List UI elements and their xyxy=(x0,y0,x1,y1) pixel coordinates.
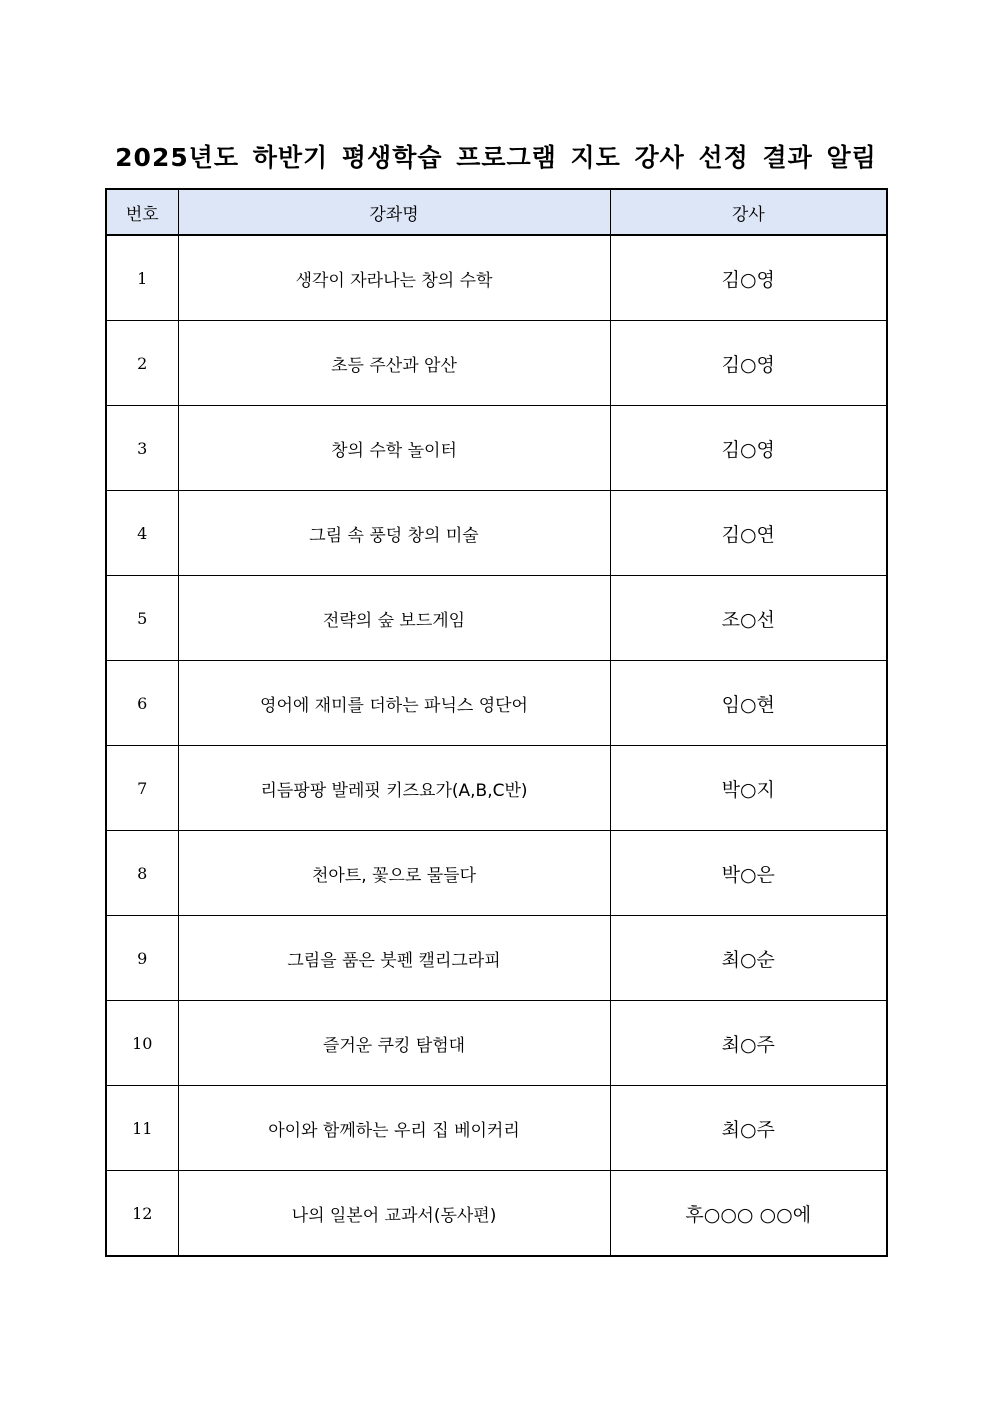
table-row xyxy=(106,576,887,661)
row-number: 4 xyxy=(106,491,178,576)
row-course: 아이와 함께하는 우리 집 베이커리 xyxy=(178,1086,610,1171)
row-instructor: 최○주 xyxy=(610,1001,887,1086)
row-instructor: 박○은 xyxy=(610,831,887,916)
row-course: 리듬팡팡 발레핏 키즈요가(A,B,C반) xyxy=(178,746,610,831)
row-number: 9 xyxy=(106,916,178,1001)
row-course: 천아트, 꽃으로 물들다 xyxy=(178,831,610,916)
row-instructor: 임○현 xyxy=(610,661,887,746)
table-row xyxy=(106,321,887,406)
row-number: 12 xyxy=(106,1171,178,1257)
row-number: 3 xyxy=(106,406,178,491)
row-number: 10 xyxy=(106,1001,178,1086)
row-course: 영어에 재미를 더하는 파닉스 영단어 xyxy=(178,661,610,746)
row-course: 즐거운 쿠킹 탐험대 xyxy=(178,1001,610,1086)
row-course: 그림 속 풍덩 창의 미술 xyxy=(178,491,610,576)
table-header-row xyxy=(106,189,887,235)
header-instructor: 강사 xyxy=(610,189,887,235)
table-row xyxy=(106,1086,887,1171)
table-row xyxy=(106,661,887,746)
row-number: 6 xyxy=(106,661,178,746)
header-number: 번호 xyxy=(106,189,178,235)
row-instructor: 최○주 xyxy=(610,1086,887,1171)
table-row xyxy=(106,1171,887,1257)
row-instructor: 김○연 xyxy=(610,491,887,576)
instructor-selection-table xyxy=(105,188,888,1257)
row-number: 5 xyxy=(106,576,178,661)
row-instructor: 박○지 xyxy=(610,746,887,831)
row-instructor: 후○○○ ○○에 xyxy=(610,1171,887,1257)
table-row xyxy=(106,235,887,321)
row-number: 1 xyxy=(106,235,178,321)
row-course: 창의 수학 놀이터 xyxy=(178,406,610,491)
table-row xyxy=(106,916,887,1001)
row-number: 7 xyxy=(106,746,178,831)
page-title: 2025년도 하반기 평생학습 프로그램 지도 강사 선정 결과 알림 xyxy=(115,143,877,172)
row-course: 생각이 자라나는 창의 수학 xyxy=(178,235,610,321)
row-instructor: 김○영 xyxy=(610,235,887,321)
header-course: 강좌명 xyxy=(178,189,610,235)
row-instructor: 김○영 xyxy=(610,406,887,491)
row-instructor: 조○선 xyxy=(610,576,887,661)
table-row xyxy=(106,406,887,491)
table-row xyxy=(106,831,887,916)
row-course: 전략의 숲 보드게임 xyxy=(178,576,610,661)
row-number: 2 xyxy=(106,321,178,406)
row-instructor: 김○영 xyxy=(610,321,887,406)
row-instructor: 최○순 xyxy=(610,916,887,1001)
table-row xyxy=(106,746,887,831)
table-row xyxy=(106,1001,887,1086)
table-row xyxy=(106,491,887,576)
row-course: 초등 주산과 암산 xyxy=(178,321,610,406)
row-number: 8 xyxy=(106,831,178,916)
row-course: 나의 일본어 교과서(동사편) xyxy=(178,1171,610,1257)
row-number: 11 xyxy=(106,1086,178,1171)
row-course: 그림을 품은 붓펜 캘리그라피 xyxy=(178,916,610,1001)
